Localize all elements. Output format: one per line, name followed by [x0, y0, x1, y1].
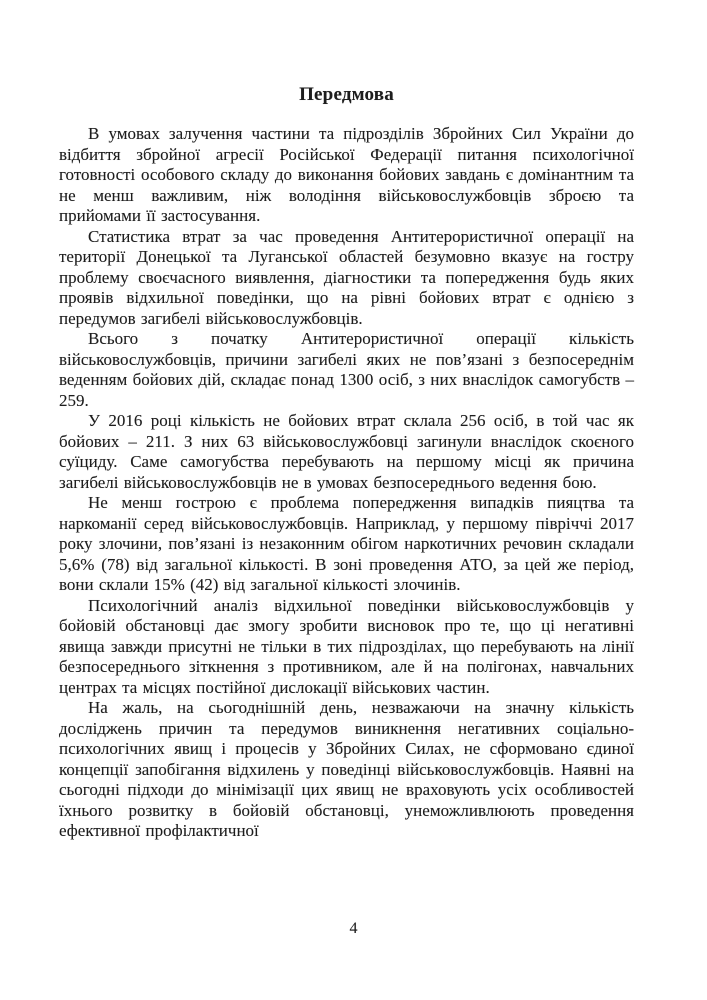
page-number: 4 [349, 920, 358, 937]
paragraph: Статистика втрат за час проведення Антитерористичної операції на території Донецької та Луганської областей безумовно вказує на гостру проблему своєчасного виявлення, діагностики та попередження будь яких проявів відхильної поведінки, що на рівні бойових втрат є однією з передумов загибелі військовослужбовців. [59, 226, 634, 328]
document-body [59, 124, 634, 842]
paragraph: Всього з початку Антитерористичної операції кількість військовослужбовців, причини загибелі яких не пов’язані з безпосереднім веденням бойових дій, складає понад 1300 осіб, з них внаслідок самогубств – 259. [59, 329, 634, 410]
paragraph: Не менш гострою є проблема попередження випадків пияцтва та наркоманії серед військовослужбовців. Наприклад, у першому півріччі 2017 року злочини, пов’язані із незаконним обігом наркотичних речовин складали 5,6% (78) від загальної кількості. В зоні проведення АТО, за цей же період, вони склали 15% (42) від загальної кількості злочинів. [59, 493, 634, 594]
paragraph: На жаль, на сьогоднішній день, незважаючи на значну кількість досліджень причин та передумов виникнення негативних соціально-психологічних явищ і процесів у Збройних Силах, не сформовано єдиної концепції запобігання відхилень у поведінці військовослужбовців. Наявні на сьогодні підходи до мінімізації цих явищ не враховують усіх особливостей їхнього розвитку в бойовій обстановці, унеможливлюють проведення ефективної профілактичної [59, 698, 634, 840]
paragraph: Психологічний аналіз відхильної поведінки військовослужбовців у бойовій обстановці дає змогу зробити висновок про те, що ці негативні явища завжди присутні не тільки в тих підрозділах, що перебувають на лінії безпосереднього зіткнення з противником, але й на полігонах, навчальних центрах та місцях постійної дислокації військових частин. [59, 595, 634, 697]
paragraph: У 2016 році кількість не бойових втрат склала 256 осіб, в той час як бойових – 211. З них 63 військовослужбовці загинули внаслідок скоєного суїциду. Саме самогубства перебувають на першому місці як причина загибелі військовослужбовців не в умовах безпосереднього ведення бою. [59, 411, 634, 492]
page-title: Передмова [299, 84, 394, 105]
paragraph: В умовах залучення частини та підрозділів Збройних Сил України до відбиття збройної агресії Російської Федерації питання психологічної готовності особового складу до виконання бойових завдань є домінантним та не менш важливим, ніж володіння військовослужбовців зброєю та прийомами її застосування. [59, 124, 634, 225]
